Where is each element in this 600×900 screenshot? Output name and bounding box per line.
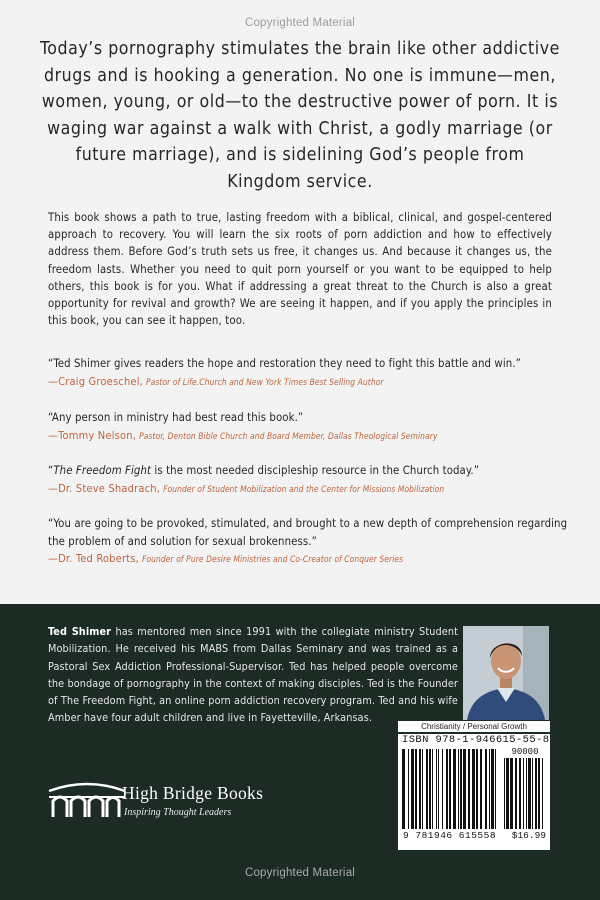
barcode-bar xyxy=(463,749,466,829)
author-bio-panel xyxy=(0,604,600,900)
quote-rest: is the most needed discipleship resource in the Church today.” xyxy=(151,464,480,477)
endorsement-1 xyxy=(48,355,568,391)
endorser-name: —Tommy Nelson, xyxy=(48,428,137,442)
lead-paragraph: Today’s pornography stimulates the brain like other addictive drugs and is hooking a generation. No one is immune—men, women, young, or old—to the destructive power of porn. It is waging war against a walk with Christ, a godly marriage (or future marriage), and is sidelining God’s people from Kingdom service. xyxy=(40,39,560,192)
barcode-bar xyxy=(515,758,517,829)
endorsement-2 xyxy=(48,409,568,445)
isbn-text: ISBN 978-1-946615-55-8 xyxy=(402,734,550,746)
barcode-bar xyxy=(535,758,537,829)
barcode-bar xyxy=(526,758,527,829)
barcode-bars xyxy=(402,749,500,829)
barcode-bar xyxy=(519,758,521,829)
barcode-bar xyxy=(449,749,451,829)
endorsement-attribution xyxy=(48,550,568,569)
endorsement-attribution xyxy=(48,427,568,446)
author-portrait-graphic xyxy=(463,626,549,720)
barcode-bar xyxy=(495,749,496,829)
barcode-bar xyxy=(510,758,513,829)
barcode-bar xyxy=(402,749,405,829)
barcode-bar xyxy=(415,749,417,829)
bridge-logo-icon xyxy=(47,779,127,819)
barcode-bar xyxy=(453,749,456,829)
barcode-bar xyxy=(489,749,490,829)
barcode-bar xyxy=(446,749,448,829)
barcode-bar xyxy=(460,749,462,829)
endorsement-attribution xyxy=(48,373,568,392)
barcode-bar xyxy=(426,749,428,829)
barcode-bar xyxy=(476,749,478,829)
price: $16.99 xyxy=(511,830,546,841)
endorsement-4 xyxy=(48,515,568,569)
barcode-bar xyxy=(523,758,524,829)
copyright-watermark-bottom: Copyrighted Material xyxy=(244,867,356,879)
barcode-bar xyxy=(538,758,540,829)
publisher-name: High Bridge Books xyxy=(122,783,264,803)
description-paragraph: This book shows a path to true, lasting freedom with a biblical, clinical, and gospel-centered approach to recovery. You will learn the six roots of porn addiction and how to effectively address them. Before God’s truth sets us free, it changes us. And because it changes us, the freedom lasts. Whether you need to quit porn yourself or you want to be equipped to help others, this book is for you. What if addressing a great threat to the Church is also a great opportunity for revival and growth? We are seeing it happen, and if you apply the principles in this book, you can see it happen, too. xyxy=(48,211,552,328)
barcode-bar xyxy=(528,758,531,829)
barcode-bar xyxy=(504,758,505,829)
endorser-role: Pastor, Denton Bible Church and Board Member, Dallas Theological Seminary xyxy=(139,430,438,441)
endorsement-text: “You are going to be provoked, stimulated, and brought to a new depth of comprehension regarding the problem of and solution for sexual brokenness.” xyxy=(48,517,568,548)
barcode-addon-digits: 90000 xyxy=(511,747,539,757)
barcode-bar xyxy=(408,749,409,829)
endorsement-3 xyxy=(48,462,568,498)
endorser-name: —Dr. Steve Shadrach, xyxy=(48,481,161,495)
author-bio-text: has mentored men since 1991 with the collegiate ministry Student Mobilization. He received his MABS from Dallas Seminary and was trained as a Pastoral Sex Addiction Professional-Supervisor. Ted has helped people overcome the bondage of pornography in the context of making disciples. Ted is the Founder of The Freedom Fight, an online porn addiction recovery program. Ted and his wife Amber have four adult children and live in Fayetteville, Arkansas. xyxy=(48,625,458,725)
barcode-bar xyxy=(485,749,487,829)
barcode-bar xyxy=(506,758,509,829)
endorser-name: —Craig Groeschel, xyxy=(48,374,144,388)
barcode-bar xyxy=(491,749,494,829)
isbn-barcode xyxy=(398,734,550,850)
barcode-bar xyxy=(436,749,437,829)
author-bio xyxy=(48,623,458,727)
barcode-bar xyxy=(429,749,431,829)
barcode-bar xyxy=(468,749,470,829)
publisher-tagline: Inspiring Thought Leaders xyxy=(124,807,232,818)
book-title: The Freedom Fight xyxy=(53,464,152,477)
barcode-bar xyxy=(438,749,439,829)
barcode-bar xyxy=(432,749,433,829)
category-label: Christianity / Personal Growth xyxy=(398,721,550,732)
barcode-bar xyxy=(532,758,533,829)
author-photo xyxy=(463,626,549,720)
endorser-role: Founder of Student Mobilization and the Center for Missions Mobilization xyxy=(163,483,445,494)
author-name: Ted Shimer xyxy=(48,625,112,638)
endorser-role: Pastor of Life.Church and New York Times Best Selling Author xyxy=(146,376,384,387)
quote-open: “ xyxy=(48,464,54,477)
barcode-bar xyxy=(419,749,421,829)
barcode-bar xyxy=(472,749,475,829)
endorsement-text xyxy=(48,462,568,480)
barcode-bar xyxy=(458,749,459,829)
barcode-bar xyxy=(442,749,443,829)
barcode-bar xyxy=(480,749,482,829)
copyright-watermark-top: Copyrighted Material xyxy=(244,17,356,29)
barcode-bar xyxy=(422,749,423,829)
barcode-addon-bars xyxy=(504,758,546,829)
endorsement-attribution xyxy=(48,480,568,499)
barcode-bar xyxy=(411,749,414,829)
endorser-role: Founder of Pure Desire Ministries and Co-Creator of Conquer Series xyxy=(142,554,404,564)
ean-digits: 9 781946 615558 xyxy=(403,830,497,841)
endorser-name: —Dr. Ted Roberts, xyxy=(48,552,140,565)
endorsement-text: “Any person in ministry had best read this book.” xyxy=(48,411,304,424)
barcode-bar xyxy=(542,758,543,829)
endorsement-text: “Ted Shimer gives readers the hope and restoration they need to fight this battle and win.” xyxy=(48,357,522,370)
